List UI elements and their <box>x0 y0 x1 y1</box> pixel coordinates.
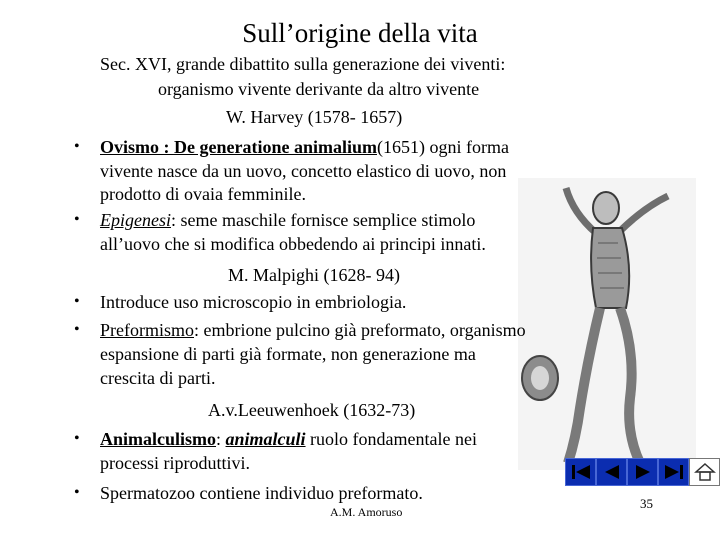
animalculismo-term: Animalculismo <box>100 429 217 449</box>
bullet-marker: • <box>74 321 80 338</box>
bullet-animalculismo <box>100 428 477 451</box>
ovismo-line-3: prodotto di ovaia femminile. <box>100 184 306 204</box>
previous-slide-button[interactable] <box>596 458 627 486</box>
animalculi-term: animalculi <box>225 429 306 449</box>
preformismo-text: : embrione pulcino già preformato, organismo <box>194 320 526 340</box>
animalculismo-line-2: processi riproduttivi. <box>100 453 250 473</box>
slide-navigation <box>565 458 720 486</box>
skip-forward-icon <box>663 462 685 482</box>
leeuwenhoek-heading: A.v.Leeuwenhoek (1632-73) <box>208 400 416 420</box>
play-forward-icon <box>632 462 654 482</box>
anatomical-figure-image <box>518 178 696 470</box>
last-slide-button[interactable] <box>658 458 689 486</box>
ovismo-term: Ovismo : De generatione animalium <box>100 137 377 157</box>
preformismo-line-3: crescita di parti. <box>100 368 216 388</box>
bullet-microscopio: Introduce uso microscopio in embriologia. <box>100 292 407 312</box>
first-slide-button[interactable] <box>565 458 596 486</box>
play-back-icon <box>601 462 623 482</box>
bullet-marker: • <box>74 138 80 155</box>
animalculismo-sep: : <box>216 429 226 449</box>
epigenesi-text: : seme maschile fornisce semplice stimolo <box>170 210 476 230</box>
bullet-ovismo <box>100 136 509 159</box>
footer-author: A.M. Amoruso <box>330 505 403 519</box>
preformismo-term: Preformismo <box>100 320 194 340</box>
harvey-heading: W. Harvey (1578- 1657) <box>226 107 403 127</box>
home-icon <box>694 462 716 482</box>
skip-back-icon <box>570 462 592 482</box>
slide-title: Sull’origine della vita <box>242 18 478 48</box>
intro-line-2: organismo vivente derivante da altro vivente <box>158 79 480 99</box>
next-slide-button[interactable] <box>627 458 658 486</box>
bullet-spermatozoo: Spermatozoo contiene individuo preformato. <box>100 483 423 503</box>
ovismo-line-2: vivente nasce da un uovo, concetto elastico di uovo, non <box>100 161 507 181</box>
ovismo-text: (1651) ogni forma <box>376 137 509 157</box>
intro-line-1: Sec. XVI, grande dibattito sulla generazione dei viventi: <box>100 54 506 74</box>
bullet-marker: • <box>74 484 80 501</box>
bullet-marker: • <box>74 211 80 228</box>
bullet-preformismo <box>100 319 526 342</box>
bullet-epigenesi <box>100 209 475 232</box>
page-number: 35 <box>640 496 653 511</box>
epigenesi-term: Epigenesi <box>100 210 171 230</box>
bullet-marker: • <box>74 430 80 447</box>
preformismo-line-2: espansione di parti già formate, non generazione ma <box>100 344 476 364</box>
home-button[interactable] <box>689 458 720 486</box>
animalculismo-text: ruolo fondamentale nei <box>305 429 477 449</box>
malpighi-heading: M. Malpighi (1628- 94) <box>228 265 400 285</box>
epigenesi-line-2: all’uovo che si modifica obbedendo ai principi innati. <box>100 234 486 254</box>
bullet-marker: • <box>74 293 80 310</box>
